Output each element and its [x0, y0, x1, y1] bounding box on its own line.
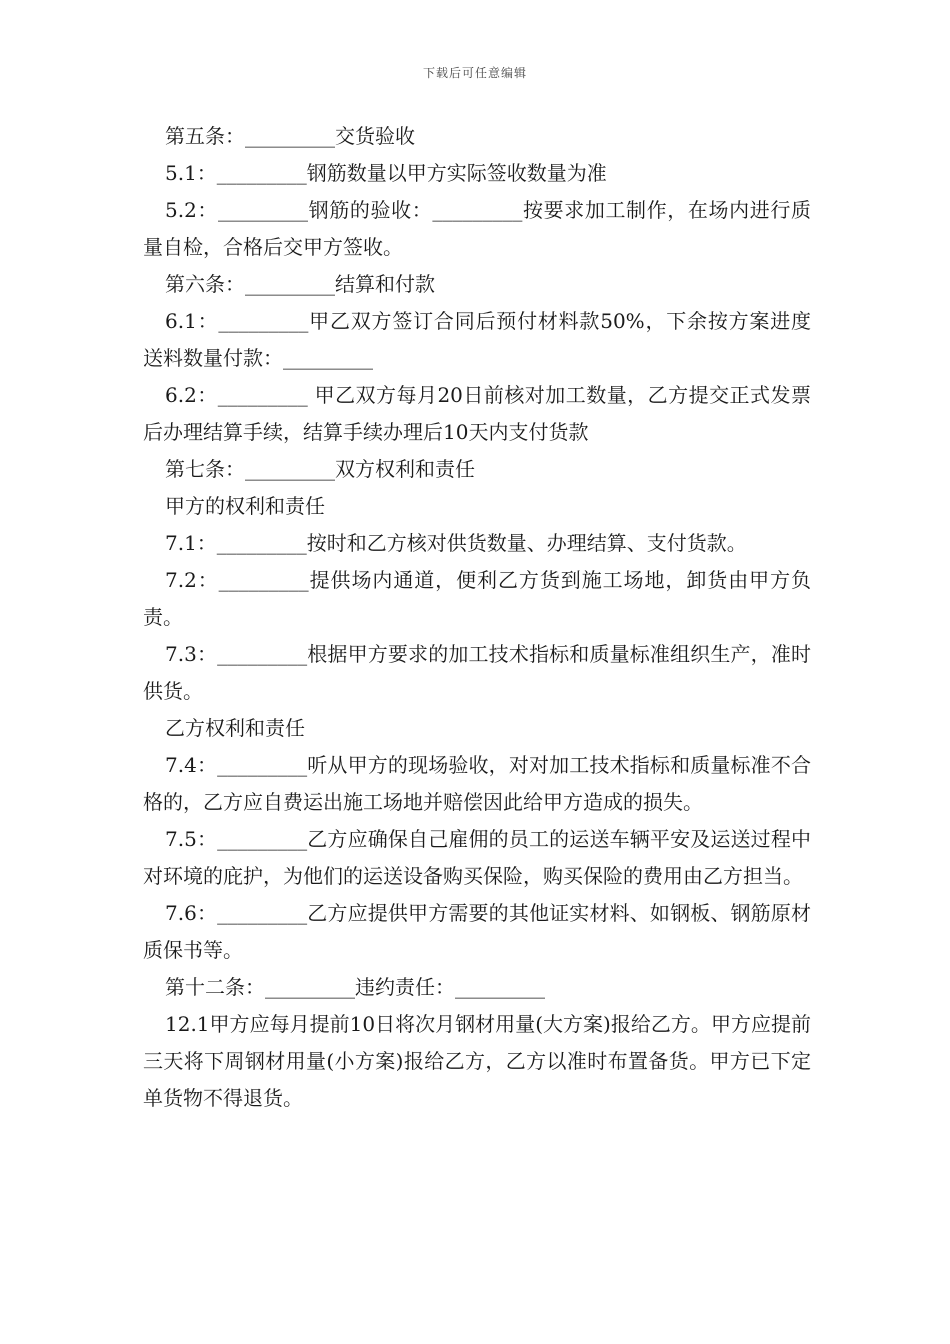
- clause-7-2: 7.2：_________提供场内通道，便利乙方货到施工场地，卸货由甲方负责。: [143, 568, 811, 629]
- party-a-subheading: 甲方的权利和责任: [165, 494, 325, 518]
- clause-12-1: 12.1甲方应每月提前10日将次月钢材用量(大方案)报给乙方。甲方应提前三天将下周钢材用量(小方案)报给乙方，乙方以准时布置备货。甲方已下定单货物不得退货。: [143, 1012, 811, 1110]
- article-6-heading: 第六条：_________结算和付款: [165, 272, 435, 296]
- clause-5-1: 5.1：_________钢筋数量以甲方实际签收数量为准: [165, 161, 607, 185]
- clause-7-6: 7.6：_________乙方应提供甲方需要的其他证实材料、如钢板、钢筋原材质保书等。: [143, 901, 811, 962]
- clause-6-2: 6.2：_________ 甲乙双方每月20日前核对加工数量，乙方提交正式发票后办理结算手续，结算手续办理后10天内支付货款: [143, 383, 811, 444]
- article-5-heading: 第五条：_________交货验收: [165, 124, 415, 148]
- article-7-heading: 第七条：_________双方权利和责任: [165, 457, 475, 481]
- clause-7-4: 7.4：_________听从甲方的现场验收，对对加工技术指标和质量标准不合格的，乙方应自费运出施工场地并赔偿因此给甲方造成的损失。: [143, 753, 811, 814]
- article-12-heading: 第十二条：_________违约责任：_________: [165, 975, 545, 999]
- clause-6-1: 6.1：_________甲乙双方签订合同后预付材料款50%，下余按方案进度送料数量付款：_________: [143, 309, 811, 370]
- page-header: 下载后可任意编辑: [422, 66, 527, 80]
- party-b-subheading: 乙方权利和责任: [165, 716, 305, 740]
- clause-5-2: 5.2：_________钢筋的验收：_________按要求加工制作，在场内进行质量自检，合格后交甲方签收。: [143, 198, 811, 259]
- clause-7-3: 7.3：_________根据甲方要求的加工技术指标和质量标准组织生产，准时供货。: [143, 642, 811, 703]
- clause-7-1: 7.1：_________按时和乙方核对供货数量、办理结算、支付货款。: [165, 531, 747, 555]
- clause-7-5: 7.5：_________乙方应确保自己雇佣的员工的运送车辆平安及运送过程中对环境的庇护，为他们的运送设备购买保险，购买保险的费用由乙方担当。: [143, 827, 811, 888]
- document-body: [143, 118, 811, 1117]
